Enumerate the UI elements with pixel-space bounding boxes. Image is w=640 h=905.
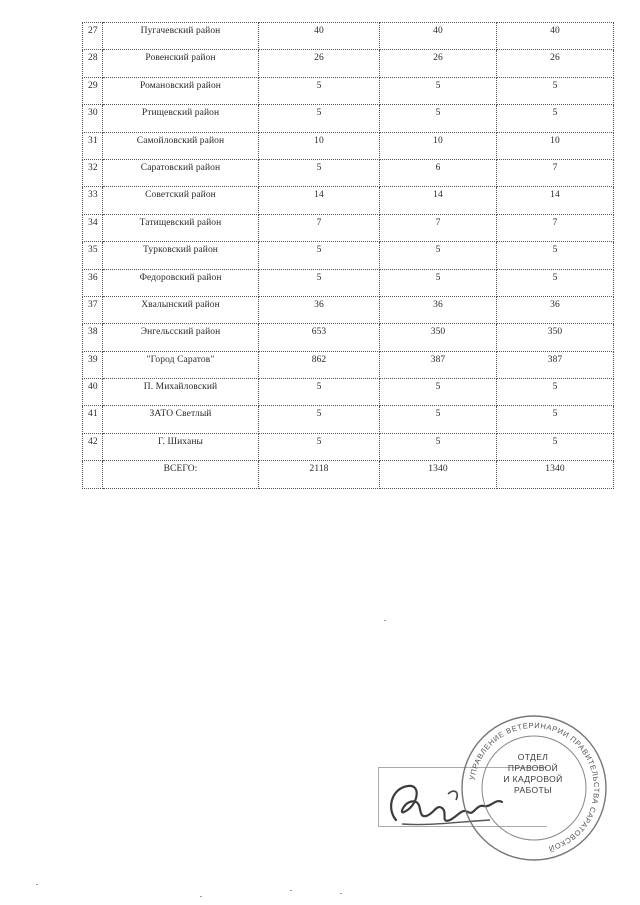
table-row	[83, 351, 614, 378]
row-number-cell	[83, 132, 103, 159]
value-text-2: 5	[435, 272, 441, 283]
table-total-row	[83, 461, 614, 488]
table-row	[83, 379, 614, 406]
row-number-cell	[83, 50, 103, 77]
value-cell-3	[497, 23, 614, 50]
value-text-1: 653	[311, 327, 327, 338]
row-number-text: 36	[88, 272, 98, 283]
stamp-line-1: ОТДЕЛ	[517, 752, 549, 762]
value-text-2: 5	[435, 436, 441, 447]
value-cell-1	[259, 187, 380, 214]
value-cell-2	[380, 132, 497, 159]
value-text-3: 7	[552, 162, 558, 173]
table-row	[83, 187, 614, 214]
value-cell-2	[380, 23, 497, 50]
value-text-2: 40	[433, 26, 443, 36]
value-text-1: 5	[316, 436, 322, 447]
row-number-cell	[83, 324, 103, 351]
district-name-cell	[103, 379, 259, 406]
row-number-text: 33	[88, 190, 98, 201]
district-name-text: Федоровский район	[139, 272, 222, 283]
value-text-2: 10	[433, 135, 443, 146]
row-number-cell	[83, 214, 103, 241]
district-name-cell	[103, 132, 259, 159]
district-name-text: Татищевский район	[139, 217, 222, 228]
district-name-cell	[103, 242, 259, 269]
value-cell-3	[497, 214, 614, 241]
value-text-2: 36	[433, 299, 443, 310]
table-row	[83, 214, 614, 241]
district-name-cell	[103, 159, 259, 186]
district-name-text: Ртищевский район	[141, 108, 220, 119]
value-text-1: 10	[314, 135, 324, 146]
district-name-cell	[103, 50, 259, 77]
district-name-cell	[103, 23, 259, 50]
row-number-cell	[83, 77, 103, 104]
district-name-text: Самойловский район	[136, 135, 225, 146]
district-name-cell	[103, 214, 259, 241]
district-name-cell	[103, 187, 259, 214]
row-number-text: 28	[88, 53, 98, 64]
district-name-text: Хвалынский район	[141, 299, 220, 310]
value-cell-3	[497, 187, 614, 214]
value-cell-2	[380, 187, 497, 214]
value-cell-3	[497, 242, 614, 269]
row-number-text: 40	[88, 382, 98, 393]
value-cell-2	[380, 406, 497, 433]
value-text-1: 5	[316, 80, 322, 91]
value-cell-3	[497, 105, 614, 132]
value-text-3: 5	[552, 382, 558, 393]
table-row	[83, 159, 614, 186]
row-number-text: 34	[88, 217, 98, 228]
row-number-cell	[83, 159, 103, 186]
value-text-2: 6	[435, 162, 441, 173]
value-text-1: 5	[316, 382, 322, 393]
value-cell-3	[497, 77, 614, 104]
value-text-3: 10	[550, 135, 560, 146]
district-name-text: Ровенский район	[145, 53, 216, 64]
district-name-text: Турковский район	[142, 245, 218, 256]
value-cell-1	[259, 324, 380, 351]
value-text-2: 5	[435, 382, 441, 393]
row-number-cell	[83, 433, 103, 460]
value-text-2: 350	[430, 327, 446, 338]
district-name-cell	[103, 296, 259, 323]
row-number-text: 35	[88, 245, 98, 256]
value-text-1: 2118	[309, 464, 329, 475]
value-cell-2	[380, 77, 497, 104]
district-name-cell	[103, 324, 259, 351]
value-text-2: 5	[435, 108, 441, 119]
row-number-text: 27	[88, 26, 98, 36]
stamp-line-3: И КАДРОВОЙ	[503, 774, 563, 784]
scan-speck	[36, 884, 38, 885]
value-text-1: 36	[314, 299, 324, 310]
table-row	[83, 50, 614, 77]
value-cell-2	[380, 159, 497, 186]
value-cell-2	[380, 214, 497, 241]
value-cell-1	[259, 214, 380, 241]
value-text-3: 5	[552, 80, 558, 91]
value-text-1: 862	[311, 354, 327, 365]
value-cell-3	[497, 351, 614, 378]
value-cell-3	[497, 433, 614, 460]
row-number-text: 30	[88, 108, 98, 119]
row-number-cell	[83, 296, 103, 323]
value-cell-2	[380, 105, 497, 132]
value-cell-1	[259, 159, 380, 186]
row-number-cell	[83, 406, 103, 433]
value-cell-1	[259, 351, 380, 378]
table-row	[83, 433, 614, 460]
value-cell-1	[259, 296, 380, 323]
value-cell-1	[259, 242, 380, 269]
scan-speck	[340, 893, 342, 894]
value-text-3: 5	[552, 272, 558, 283]
value-text-3: 14	[550, 190, 560, 201]
district-name-text: Советский район	[145, 190, 216, 201]
value-cell-2	[380, 324, 497, 351]
value-text-1: 40	[314, 26, 324, 36]
value-text-2: 26	[433, 53, 443, 64]
value-cell-3	[497, 159, 614, 186]
row-number-text: 39	[88, 354, 98, 365]
value-text-3: 5	[552, 409, 558, 420]
scan-speck	[384, 620, 386, 621]
value-text-1: 7	[316, 217, 322, 228]
value-cell-3	[497, 132, 614, 159]
value-cell-3	[497, 406, 614, 433]
value-text-3: 5	[552, 436, 558, 447]
value-text-1: 5	[316, 162, 322, 173]
value-cell-2	[380, 50, 497, 77]
value-cell-1	[259, 50, 380, 77]
row-number-text: 38	[88, 327, 98, 338]
table-row	[83, 269, 614, 296]
value-text-3: 5	[552, 108, 558, 119]
data-table	[82, 22, 614, 489]
district-name-text: ЗАТО Светлый	[149, 409, 212, 420]
value-text-3: 36	[550, 299, 560, 310]
value-cell-2	[380, 461, 497, 488]
district-name-cell	[103, 433, 259, 460]
stamp-center-text	[498, 752, 568, 796]
value-cell-3	[497, 50, 614, 77]
value-cell-1	[259, 379, 380, 406]
district-name-text: ВСЕГО:	[163, 464, 198, 475]
value-cell-1	[259, 461, 380, 488]
value-cell-1	[259, 132, 380, 159]
district-name-text: "Город Саратов"	[146, 354, 215, 365]
value-cell-1	[259, 406, 380, 433]
district-name-cell	[103, 105, 259, 132]
table-row	[83, 242, 614, 269]
value-cell-3	[497, 269, 614, 296]
value-cell-2	[380, 433, 497, 460]
value-text-3: 350	[547, 327, 563, 338]
value-cell-2	[380, 379, 497, 406]
district-name-cell	[103, 269, 259, 296]
value-text-2: 7	[435, 217, 441, 228]
row-number-text: 31	[88, 135, 98, 146]
row-number-text: 32	[88, 162, 98, 173]
district-name-text: Энгельсский район	[140, 327, 221, 338]
value-cell-1	[259, 105, 380, 132]
district-name-text: Саратовский район	[140, 162, 221, 173]
row-number-cell	[83, 269, 103, 296]
table-row	[83, 406, 614, 433]
value-text-3: 26	[550, 53, 560, 64]
value-text-1: 5	[316, 245, 322, 256]
value-text-2: 5	[435, 80, 441, 91]
row-number-cell	[83, 187, 103, 214]
district-name-text: Пугачевский район	[140, 26, 221, 36]
value-cell-2	[380, 351, 497, 378]
row-number-text: 41	[88, 409, 98, 420]
value-text-2: 5	[435, 409, 441, 420]
district-name-cell	[103, 406, 259, 433]
table-row	[83, 23, 614, 50]
value-text-1: 5	[316, 272, 322, 283]
value-text-2: 1340	[428, 464, 448, 475]
value-text-1: 14	[314, 190, 324, 201]
table-row	[83, 324, 614, 351]
value-text-1: 5	[316, 108, 322, 119]
value-text-2: 14	[433, 190, 443, 201]
value-cell-1	[259, 77, 380, 104]
stamp-line-2: ПРАВОВОЙ	[507, 763, 559, 773]
table-row	[83, 77, 614, 104]
scan-speck	[290, 890, 292, 891]
district-name-text: Г. Шиханы	[157, 436, 204, 447]
value-text-2: 5	[435, 245, 441, 256]
value-cell-1	[259, 433, 380, 460]
district-name-cell	[103, 461, 259, 488]
value-cell-3	[497, 324, 614, 351]
stamp-line-4: РАБОТЫ	[514, 785, 552, 795]
row-number-cell	[83, 461, 103, 488]
value-cell-1	[259, 269, 380, 296]
value-cell-2	[380, 242, 497, 269]
value-cell-3	[497, 296, 614, 323]
data-table-body	[83, 23, 614, 489]
row-number-cell	[83, 351, 103, 378]
stamp-ring-text: УПРАВЛЕНИЕ ВЕТЕРИНАРИИ ПРАВИТЕЛЬСТВА САРАТОВСКОЙ	[467, 720, 602, 854]
row-number-text: 29	[88, 80, 98, 91]
value-text-1: 5	[316, 409, 322, 420]
table-row	[83, 132, 614, 159]
value-text-3: 387	[547, 354, 563, 365]
value-cell-1	[259, 23, 380, 50]
row-number-cell	[83, 23, 103, 50]
value-text-3: 7	[552, 217, 558, 228]
scan-speck	[200, 896, 202, 897]
value-text-1: 26	[314, 53, 324, 64]
district-name-text: Романовский район	[139, 80, 221, 91]
value-cell-3	[497, 461, 614, 488]
table-row	[83, 105, 614, 132]
row-number-cell	[83, 105, 103, 132]
row-number-cell	[83, 242, 103, 269]
value-text-2: 387	[430, 354, 446, 365]
district-name-text: П. Михайловский	[143, 382, 218, 393]
district-name-cell	[103, 77, 259, 104]
table-row	[83, 296, 614, 323]
value-text-3: 40	[550, 26, 560, 36]
row-number-cell	[83, 379, 103, 406]
value-text-3: 5	[552, 245, 558, 256]
value-text-3: 1340	[545, 464, 565, 475]
row-number-text: 42	[88, 436, 98, 447]
row-number-text: 37	[88, 299, 98, 310]
value-cell-3	[497, 379, 614, 406]
value-cell-2	[380, 296, 497, 323]
district-name-cell	[103, 351, 259, 378]
value-cell-2	[380, 269, 497, 296]
